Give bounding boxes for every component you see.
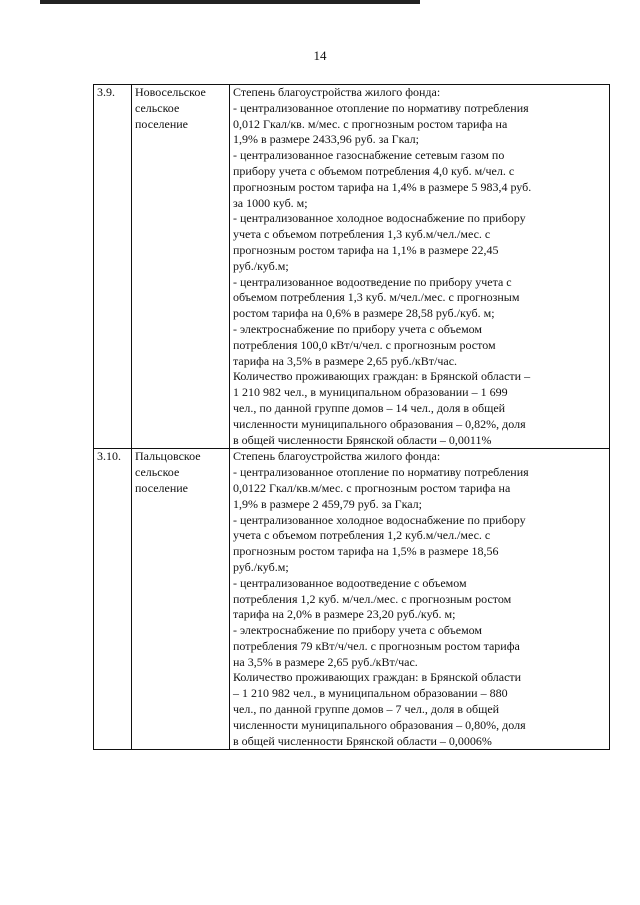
description-line: - централизованное отопление по нормативу потребления <box>233 100 529 115</box>
description-line: - централизованное отопление по нормативу потребления <box>233 465 529 480</box>
description-line: в общей численности Брянской области – 0,0006% <box>233 733 492 748</box>
description-line: 1 210 982 чел., в муниципальном образовании – 1 699 <box>233 385 508 400</box>
description-line: - централизованное газоснабжение сетевым газом по <box>233 148 505 163</box>
row-number: 3.10. <box>94 449 132 750</box>
description-line: в общей численности Брянской области – 0,0011% <box>233 432 492 447</box>
description-cell <box>230 85 610 449</box>
description-line: потребления 100,0 кВт/ч/чел. с прогнозным ростом <box>233 337 496 352</box>
settlement-name-line: Пальцовское <box>135 449 201 464</box>
description-line: - централизованное водоотведение по прибору учета с <box>233 274 512 289</box>
top-edge-rule <box>40 0 420 4</box>
description-line: численности муниципального образования – 0,82%, доля <box>233 416 526 431</box>
description-line: Количество проживающих граждан: в Брянской области <box>233 670 522 685</box>
description-line: – 1 210 982 чел., в муниципальном образовании – 880 <box>233 686 508 701</box>
settlement-name-line: сельское <box>135 100 180 115</box>
description-line: численности муниципального образования – 0,80%, доля <box>233 717 526 732</box>
description-line: Степень благоустройства жилого фонда: <box>233 85 441 99</box>
description-line: прогнозным ростом тарифа на 1,4% в размере 5 983,4 руб. <box>233 179 532 194</box>
description-line: 0,0122 Гкал/кв.м/мес. с прогнозным ростом тарифа на <box>233 480 511 495</box>
description-line: потребления 1,2 куб. м/чел./мес. с прогнозным ростом <box>233 591 512 606</box>
description-line: прибору учета с объемом потребления 4,0 куб. м/чел. с <box>233 163 515 178</box>
settlement-name-line: Новосельское <box>135 85 206 99</box>
description-line: руб./куб.м; <box>233 559 289 574</box>
settlement-name-line: поселение <box>135 116 189 131</box>
settlement-name-cell <box>132 449 230 750</box>
description-line: на 3,5% в размере 2,65 руб./кВт/час. <box>233 654 418 669</box>
description-line: объемом потребления 1,3 куб. м/чел./мес. с прогнозным <box>233 290 520 305</box>
settlement-name-line: сельское <box>135 465 180 480</box>
description-line: тарифа на 2,0% в размере 23,20 руб./куб. м; <box>233 607 456 622</box>
table-row <box>94 449 610 750</box>
settlement-name-cell <box>132 85 230 449</box>
description-line: 0,012 Гкал/кв. м/мес. с прогнозным ростом тарифа на <box>233 116 508 131</box>
description-line: потребления 79 кВт/ч/чел. с прогнозным ростом тарифа <box>233 638 520 653</box>
description-line: Количество проживающих граждан: в Брянской области – <box>233 369 531 384</box>
description-line: чел., по данной группе домов – 14 чел., доля в общей <box>233 400 506 415</box>
description-line: - электроснабжение по прибору учета с объемом <box>233 321 483 336</box>
description-line: ростом тарифа на 0,6% в размере 28,58 руб./куб. м; <box>233 306 495 321</box>
description-line: тарифа на 3,5% в размере 2,65 руб./кВт/час. <box>233 353 458 368</box>
description-line: - централизованное водоотведение с объемом <box>233 575 467 590</box>
description-line: прогнозным ростом тарифа на 1,5% в размере 18,56 <box>233 544 499 559</box>
page-number: 14 <box>313 48 327 63</box>
description-line: 1,9% в размере 2433,96 руб. за Гкал; <box>233 132 419 147</box>
description-line: - централизованное холодное водоснабжение по прибору <box>233 211 526 226</box>
description-line: - централизованное холодное водоснабжение по прибору <box>233 512 526 527</box>
description-line: руб./куб.м; <box>233 258 289 273</box>
settlements-table <box>93 84 610 750</box>
description-line: чел., по данной группе домов – 7 чел., доля в общей <box>233 702 500 717</box>
description-line: Степень благоустройства жилого фонда: <box>233 449 441 464</box>
description-line: учета с объемом потребления 1,3 куб.м/чел./мес. с <box>233 227 491 242</box>
description-line: - электроснабжение по прибору учета с объемом <box>233 623 483 638</box>
row-number: 3.9. <box>94 85 132 449</box>
description-line: прогнозным ростом тарифа на 1,1% в размере 22,45 <box>233 242 499 257</box>
description-cell <box>230 449 610 750</box>
settlement-name-line: поселение <box>135 480 189 495</box>
table-body <box>94 85 610 750</box>
description-line: 1,9% в размере 2 459,79 руб. за Гкал; <box>233 496 422 511</box>
description-line: за 1000 куб. м; <box>233 195 308 210</box>
description-line: учета с объемом потребления 1,2 куб.м/чел./мес. с <box>233 528 491 543</box>
table-row <box>94 85 610 449</box>
